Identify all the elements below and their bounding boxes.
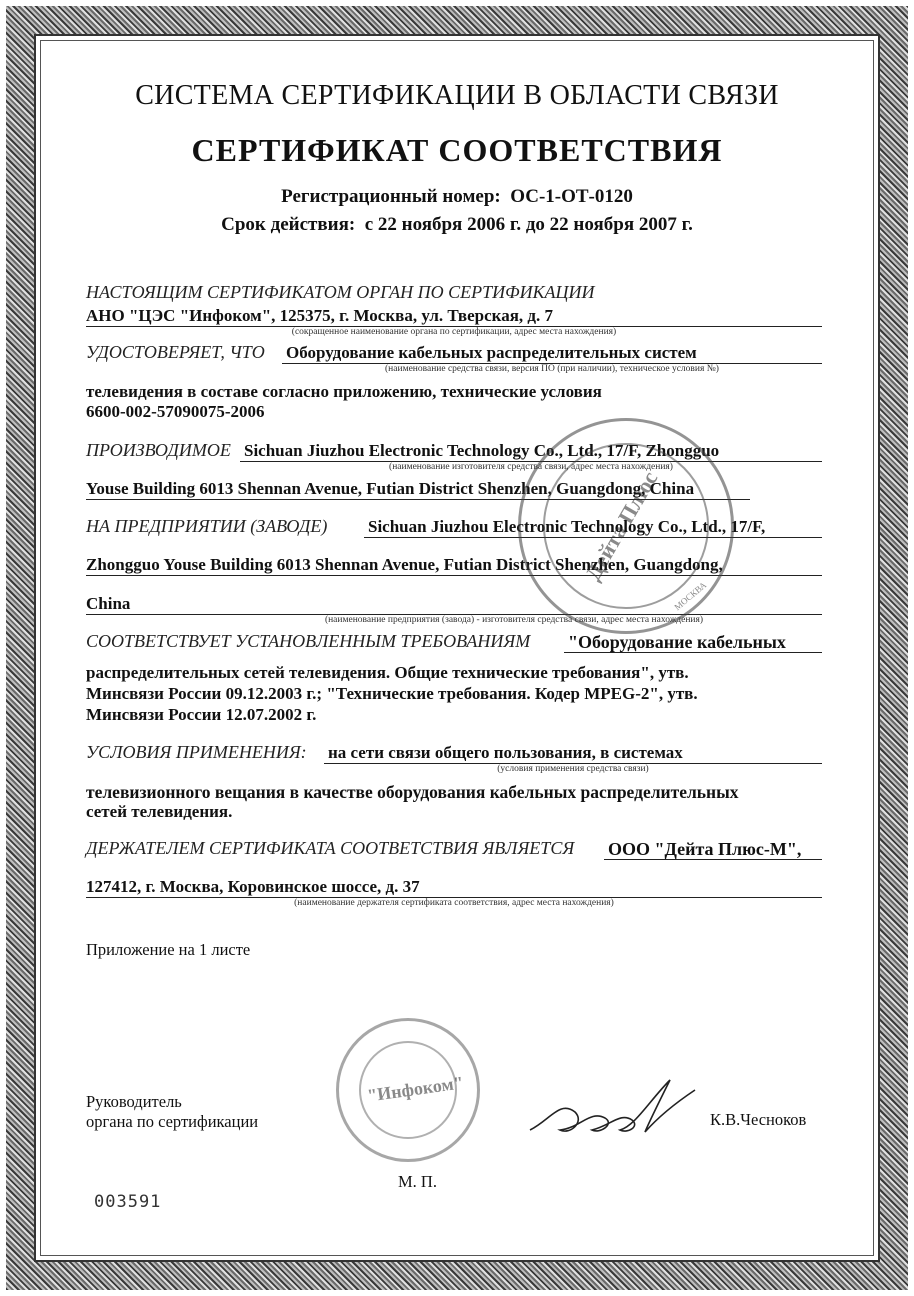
serial-number: 003591 <box>94 1192 162 1212</box>
registration-label: Регистрационный номер: <box>281 186 501 207</box>
certifies-value-1: Оборудование кабельных распределительных систем <box>286 343 697 362</box>
appendix-note: Приложение на 1 листе <box>86 940 251 959</box>
manufacturer-caption: (наименование изготовителя средства связи, адрес места нахождения) <box>389 462 673 472</box>
plant-value-1: Sichuan Jiuzhou Electronic Technology Co., Ltd., 17/F, <box>368 517 766 536</box>
signatory-role-1: Руководитель <box>86 1092 182 1111</box>
conforms-value-1: "Оборудование кабельных <box>568 632 786 652</box>
signatory-role-2: органа по сертификации <box>86 1112 259 1131</box>
certification-body-seal-text: "Инфоком" <box>366 1072 465 1106</box>
certificate-title: СЕРТИФИКАТ СООТВЕТСТВИЯ <box>191 132 723 168</box>
stamp-place-mark: М. П. <box>398 1172 437 1191</box>
registration-number-line <box>0 186 914 208</box>
conforms-value-4: Минсвязи России 12.07.2002 г. <box>86 705 317 724</box>
company-seal <box>518 418 734 634</box>
conforms-label: СООТВЕТСТВУЕТ УСТАНОВЛЕННЫМ ТРЕБОВАНИЯМ <box>86 631 531 651</box>
handwritten-signature <box>520 1060 700 1150</box>
certification-body-caption: (сокращенное наименование органа по сертификации, адрес места нахождения) <box>291 327 617 337</box>
holder-caption: (наименование держателя сертификата соответствия, адрес места нахождения) <box>294 898 614 908</box>
validity-value: с 22 ноября 2006 г. до 22 ноября 2007 г. <box>364 214 693 235</box>
conforms-value-3: Минсвязи России 09.12.2003 г.; "Технические требования. Кодер MPEG-2", утв. <box>86 684 698 703</box>
conditions-value-1: на сети связи общего пользования, в системах <box>328 743 683 762</box>
plant-label: НА ПРЕДПРИЯТИИ (ЗАВОДЕ) <box>86 516 328 536</box>
validity-label: Срок действия: <box>221 214 356 235</box>
company-seal-city: МОСКВА <box>672 579 709 613</box>
certification-body-value: АНО "ЦЭС "Инфоком", 125375, г. Москва, ул. Тверская, д. 7 <box>86 306 553 325</box>
plant-value-3: China <box>86 594 131 613</box>
plant-caption: (наименование предприятия (завода) - изготовителя средства связи, адрес места нахождения) <box>324 615 704 625</box>
manufacturer-value-1: Sichuan Jiuzhou Electronic Technology Co., Ltd., 17/F, Zhongguo <box>244 441 720 460</box>
certification-system-title: СИСТЕМА СЕРТИФИКАЦИИ В ОБЛАСТИ СВЯЗИ <box>135 80 779 111</box>
manufacturer-value-2: Youse Building 6013 Shennan Avenue, Futian District Shenzhen, Guangdong, China <box>86 479 695 498</box>
holder-value-2: 127412, г. Москва, Коровинское шоссе, д. 37 <box>86 877 420 896</box>
certifies-value-3: 6600-002-57090075-2006 <box>86 402 265 421</box>
conditions-label: УСЛОВИЯ ПРИМЕНЕНИЯ: <box>86 742 307 762</box>
certifies-caption: (наименование средства связи, версия ПО (при наличии), техническое условия №) <box>385 364 719 374</box>
conditions-value-3: сетей телевидения. <box>86 802 233 821</box>
validity-line <box>0 214 914 236</box>
certifies-label: УДОСТОВЕРЯЕТ, ЧТО <box>86 342 265 362</box>
conforms-value-2: распределительных сетей телевидения. Общие технические требования", утв. <box>86 663 689 682</box>
certification-body-label: НАСТОЯЩИМ СЕРТИФИКАТОМ ОРГАН ПО СЕРТИФИКАЦИИ <box>86 282 595 302</box>
conditions-value-2: телевизионного вещания в качестве оборудования кабельных распределительных <box>86 782 739 802</box>
signatory-name: К.В.Чесноков <box>710 1110 807 1129</box>
manufacturer-label: ПРОИЗВОДИМОЕ <box>86 440 231 460</box>
registration-number: ОС-1-ОТ-0120 <box>510 186 633 207</box>
holder-value-1: ООО "Дейта Плюс-М", <box>608 839 802 859</box>
holder-label: ДЕРЖАТЕЛЕМ СЕРТИФИКАТА СООТВЕТСТВИЯ ЯВЛЯЕТСЯ <box>86 838 575 858</box>
plant-value-2: Zhongguo Youse Building 6013 Shennan Avenue, Futian District Shenzhen, Guangdong, <box>86 555 723 574</box>
certification-body-seal <box>336 1018 480 1162</box>
company-seal-text: Дейта Плюс <box>580 466 663 585</box>
certifies-value-2: телевидения в составе согласно приложению, технические условия <box>86 382 602 401</box>
conditions-caption: (условия применения средства связи) <box>497 764 649 774</box>
